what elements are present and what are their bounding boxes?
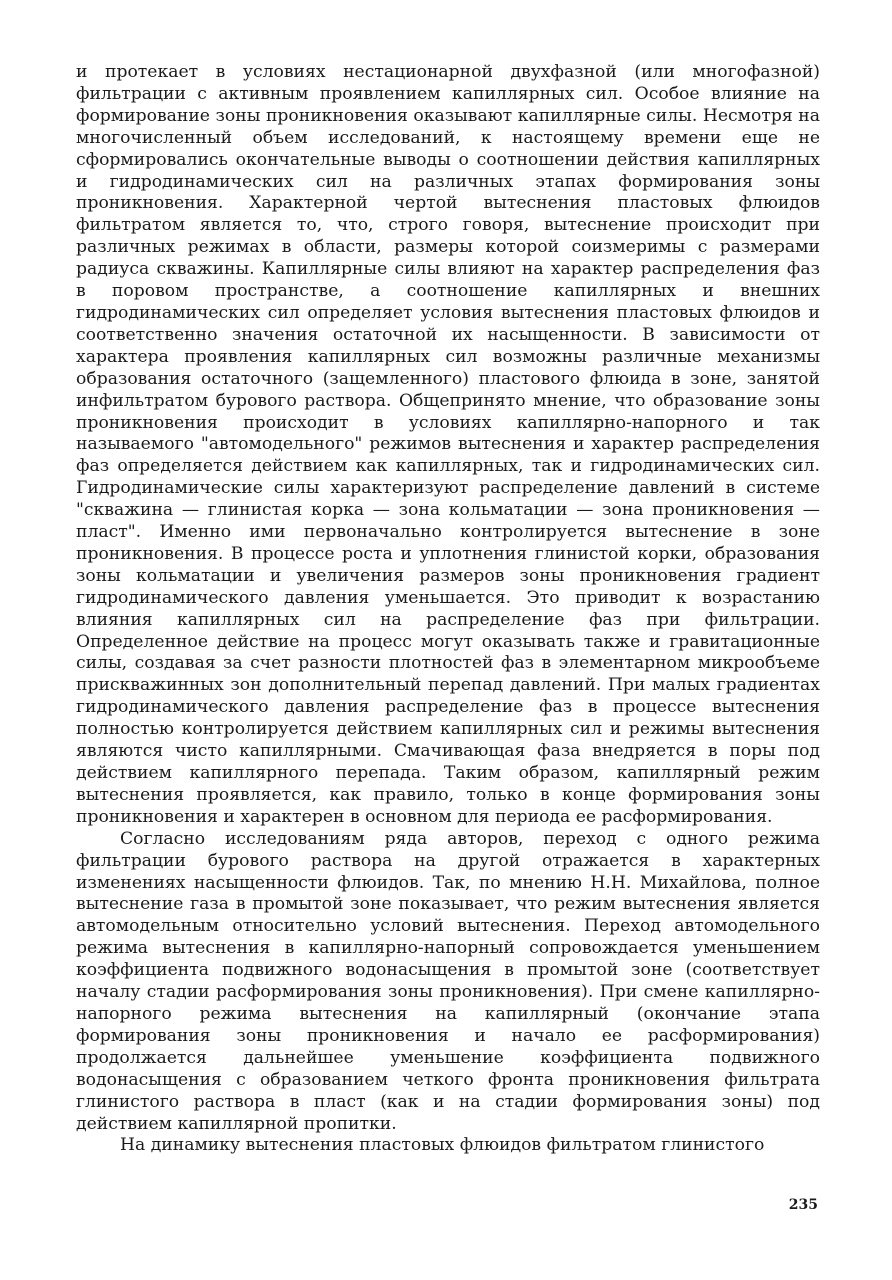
paragraph-1: и протекает в условиях нестационарной двухфазной (или многофазной) фильтрации с активным проявлением капиллярных сил. Особое влияние на формирование зоны проникновения оказывают капиллярные силы. Несмотря на многочисленный объем исследований, к настоящему времени еще не сформировались окончательные выводы о соотношении действия капиллярных и гидродинамических сил на различных этапах формирования зоны проникновения. Характерной чертой вытеснения пластовых флюидов фильтратом является то, что, строго говоря, вытеснение происходит при различных режимах в области, размеры которой соизмеримы с размерами радиуса скважины. Капиллярные силы влияют на характер распределения фаз в поровом пространстве, а соотношение капиллярных и внешних гидродинамических сил определяет условия вытеснения пластовых флюидов и соответственно значения остаточной их насыщенности. В зависимости от характера проявления капиллярных сил возможны различные механизмы образования остаточного (защемленного) пластового флюида в зоне, занятой инфильтратом бурового раствора. Общепринято мнение, что образование зоны проникновения происходит в условиях капиллярно-напорного и так называемого "автомодельного" режимов вытеснения и характер распределения фаз определяется действием как капиллярных, так и гидродинамических сил. Гидродинамические силы характеризуют распределение давлений в системе "скважина — глинистая корка — зона кольматации — зона проникновения — пласт". Именно ими первоначально контролируется вытеснение в зоне проникновения. В процессе роста и уплотнения глинистой корки, образования зоны кольматации и увеличения размеров зоны проникновения градиент гидродинамического давления уменьшается. Это приводит к возрастанию влияния капиллярных сил на распределение фаз при фильтрации. Определенное действие на процесс могут оказывать также и гравитационные силы, создавая за счет разности плотностей фаз в элементарном микрообъеме прискважинных зон дополнительный перепад давлений. При малых градиентах гидродинамического давления распределение фаз в процессе вытеснения полностью контролируется действием капиллярных сил и режимы вытеснения являются чисто капиллярными. Смачивающая фаза внедряется в поры под действием капиллярного перепада. Таким образом, капиллярный режим вытеснения проявляется, как правило, только в конце формирования зоны проникновения и характерен в основном для периода ее расформирования.	[76, 62, 820, 827]
paragraph-2: Согласно исследованиям ряда авторов, переход с одного режима фильтрации бурового раствора на другой отражается в характерных изменениях насыщенности флюидов. Так, по мнению Н.Н. Михайлова, полное вытеснение газа в промытой зоне показывает, что режим вытеснения является автомодельным относительно условий вытеснения. Переход автомодельного режима вытеснения в капиллярно-напорный сопровождается уменьшением коэффициента подвижного водонасыщения в промытой зоне (соответствует началу стадии расформирования зоны проникновения). При смене капиллярно-напорного режима вытеснения на капиллярный (окончание этапа формирования зоны проникновения и начало ее расформирования) продолжается дальнейшее уменьшение коэффициента подвижного водонасыщения с образованием четкого фронта проникновения фильтрата глинистого раствора в пласт (как и на стадии формирования зоны) под действием капиллярной пропитки.	[76, 828, 820, 1134]
paragraph-3: На динамику вытеснения пластовых флюидов фильтратом глинистого	[120, 1135, 765, 1156]
page-number: 235	[788, 1197, 818, 1213]
page-body	[76, 62, 820, 1252]
